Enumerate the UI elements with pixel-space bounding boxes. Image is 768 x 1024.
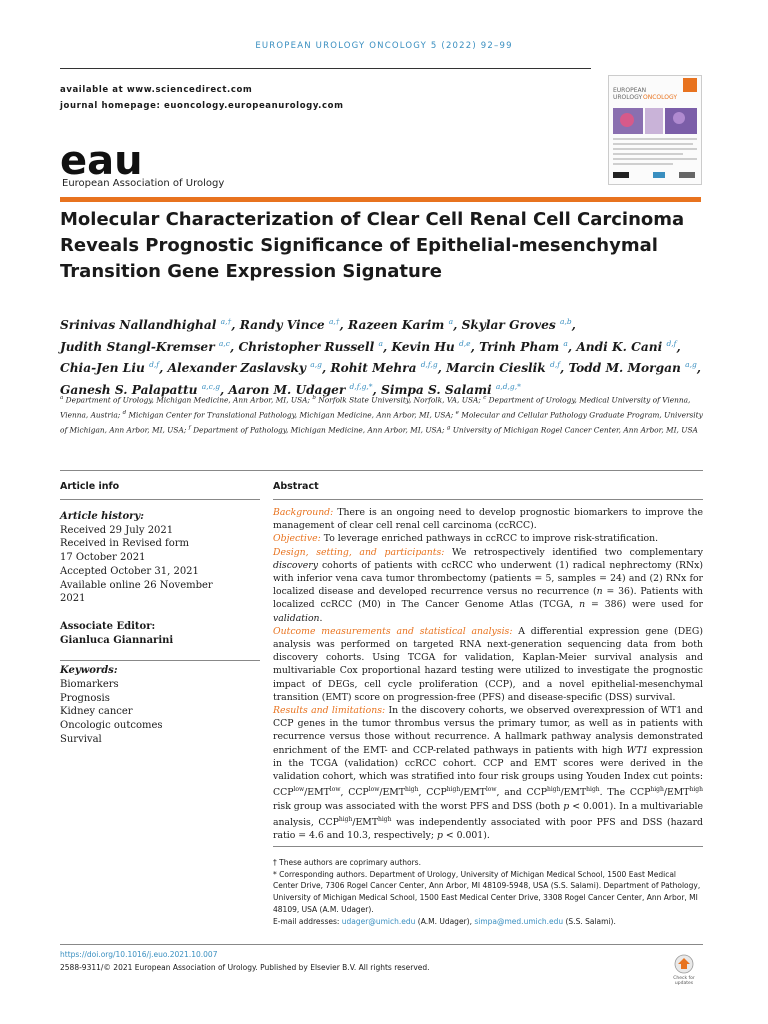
section-rule	[60, 470, 703, 471]
keywords-label: Keywords:	[60, 665, 118, 677]
article-title: Molecular Characterization of Clear Cell Renal Cell Carcinoma Reveals Prognostic Significance of Epithelial-mesenchymal Transition Gene Expression Signature	[60, 209, 685, 282]
keyword[interactable]: Prognosis	[60, 692, 110, 704]
email-footnote: E-mail addresses: udager@umich.edu (A.M. Udager), simpa@med.umich.edu (S.S. Salami).	[273, 916, 616, 926]
doi-block	[60, 949, 430, 974]
article-info-column: Article history: Received 29 July 2021 Received in Revised form 17 October 2021 Accepted October 31, 2021 Available online 26 November 2021 Associate Editor: Gianluca Giannarini Keywords: Biomarkers Prognosis Kidney cancer Oncologic outcomes Survival	[60, 510, 260, 747]
keyword[interactable]: Biomarkers	[60, 679, 119, 691]
eau-logo-mark: eau	[60, 140, 140, 178]
journal-header: EUROPEAN UROLOGY ONCOLOGY 5 (2022) 92–99	[255, 41, 513, 51]
affiliations: $^a$ Department of Urology, Michigan Medicine, Ann Arbor, MI, USA; $^b$ Norfolk State University, Norfolk, VA, USA; $^c$ Department of Urology, Medical University of Vienna, Vienna, Austria; $^d$ Michigan Center for Translational Pathology, Michigan Medicine, Ann Arbor, MI, USA; $^e$ Molecular and Cellular Pathology Graduate Program, University of Michigan, Ann Arbor, MI, USA; $^f$ Department of Pathology, Michigan Medicine, Ann Arbor, MI, USA; $^g$ University of Michigan Rogel Cancer Center, Ann Arbor, MI, USA	[60, 395, 703, 435]
keyword[interactable]: Kidney cancer	[60, 706, 133, 718]
corresponding-footnote: * Corresponding authors. Department of Urology, University of Michigan Medical School, 1500 East Medical Center Drive, 7306 Rogel Cancer Center, Ann Arbor, MI 48109-5948, USA (S.S. Salami). Department of Pathology, University of Michigan Medical School, 1500 East Medical Center Drive, 3308 Rogel Cancer Center, Ann Arbor, MI 48109, USA (A.M. Udager).	[273, 869, 701, 914]
author[interactable]: Skylar Groves $^{a,b}$	[461, 317, 572, 333]
orange-rule	[60, 197, 701, 202]
footer-rule	[60, 944, 703, 945]
keyword[interactable]: Oncologic outcomes	[60, 720, 163, 732]
sciencedirect-line[interactable]: available at www.sciencedirect.com	[60, 85, 253, 95]
author[interactable]: Chia-Jen Liu $^{d,f}$	[60, 360, 160, 376]
author-list: Srinivas Nallandhighal $^{a,\dagger}$, Randy Vince $^{a,\dagger}$, Razeen Karim $^a$, Skylar Groves $^{a,b}$, Judith Stangl-Kremser $^{a,c}$, Christopher Russell $^a$, Kevin Hu $^{d,e}$, Trinh Pham $^a$, Andi K. Cani $^{d,f}$, Chia-Jen Liu $^{d,f}$, Alexander Zaslavsky $^{a,g}$, Rohit Mehra $^{d,f,g}$, Marcin Cieslik $^{d,f}$, Todd M. Morgan $^{a,g}$, Ganesh S. Palapattu $^{a,c,g}$, Aaron M. Udager $^{d,f,g,*}$, Simpa S. Salami $^{a,d,g,*}$	[60, 317, 702, 397]
author[interactable]: Randy Vince $^{a,\dagger}$	[239, 317, 340, 333]
abstract-bottom-rule	[273, 846, 703, 847]
author[interactable]: Trinh Pham $^a$	[479, 338, 568, 354]
email-link-salami[interactable]: simpa@med.umich.edu	[474, 916, 564, 926]
abstract-objective: Objective: To leverage enriched pathways in ccRCC to improve risk-stratification.	[273, 533, 659, 545]
author[interactable]: Christopher Russell $^a$	[238, 338, 383, 354]
article-info-heading: Article info	[60, 481, 120, 492]
article-info-rule	[60, 499, 260, 500]
availability-block	[60, 82, 344, 114]
dagger-footnote: † These authors are coprimary authors.	[273, 858, 421, 867]
abstract-rule	[273, 499, 703, 500]
author[interactable]: Todd M. Morgan $^{a,g}$	[568, 360, 697, 376]
author[interactable]: Alexander Zaslavsky $^{a,g}$	[167, 360, 322, 376]
author[interactable]: Kevin Hu $^{d,e}$	[391, 338, 471, 354]
author[interactable]: Marcin Cieslik $^{d,f}$	[446, 360, 560, 376]
svg-text:EUROPEAN: EUROPEAN	[613, 87, 647, 94]
abstract-results: Results and limitations: In the discovery cohorts, we observed overexpression of WT1 and CCP genes in the tumor thrombus versus the primary tumor, as well as in patients with recurrence versus those without recurrence. A hallmark pathway analysis demonstrated enrichment of the EMT- and CCP-related pathways in patients with high WT1 expression in the TCGA (validation) ccRCC cohort. CCP and EMT scores were derived in the validation cohort, which was stratified into four risk groups using Youden Index cut points: $CCP^{low}/EMT^{low}$, $CCP^{low}/EMT^{high}$, $CCP^{high}/EMT^{low}$, and $CCP^{high}/EMT^{high}$. The $CCP^{high}/EMT^{high}$ risk group was associated with the worst PFS and DSS (both p < 0.001). In a multivariable analysis, $CCP^{high}/EMT^{high}$ was independently associated with poor PFS and DSS (hazard ratio = 4.6 and 10.3, respectively; p < 0.001).	[273, 705, 703, 842]
author[interactable]: Rohit Mehra $^{d,f,g}$	[330, 360, 438, 376]
svg-text:ONCOLOGY: ONCOLOGY	[643, 94, 677, 101]
eau-logo-icon	[60, 140, 140, 178]
check-for-updates-icon	[669, 953, 699, 985]
copyright-line: 2588-9311/© 2021 European Association of Urology. Published by Elsevier B.V. All rights reserved.	[60, 962, 430, 972]
author[interactable]: Andi K. Cani $^{d,f}$	[576, 338, 677, 354]
abstract-background: Background: There is an ongoing need to develop prognostic biomarkers to improve the management of clear cell renal cell carcinoma (ccRCC).	[273, 507, 703, 532]
svg-text:UROLOGY: UROLOGY	[613, 94, 643, 101]
journal-cover-icon	[609, 76, 701, 184]
keyword[interactable]: Survival	[60, 733, 102, 745]
keywords-rule	[60, 660, 260, 661]
journal-homepage-line[interactable]: journal homepage: euoncology.europeanurology.com	[60, 101, 344, 111]
doi-link[interactable]: https://doi.org/10.1016/j.euo.2021.10.007	[60, 950, 218, 959]
eau-name: European Association of Urology	[62, 178, 225, 189]
author[interactable]: Judith Stangl-Kremser $^{a,c}$	[60, 338, 230, 354]
footnotes	[273, 857, 703, 927]
author[interactable]: Ganesh S. Palapattu $^{a,c,g}$	[60, 381, 221, 397]
svg-text:Check for: Check for	[673, 976, 695, 981]
abstract-heading: Abstract	[273, 481, 319, 492]
editor-label: Associate Editor:	[60, 620, 156, 632]
eau-logo	[60, 140, 140, 182]
abstract-design: Design, setting, and participants: We retrospectively identified two complementary discovery cohorts of patients with ccRCC who underwent (1) radical nephrectomy (RNx) with inferior vena cava tumor thrombectomy (patients = 5, samples = 24) and (2) RNx for localized disease and developed recurrence versus no recurrence (n = 36). Patients with localized ccRCC (M0) in The Cancer Genome Atlas (TCGA, n = 386) were used for validation.	[273, 546, 703, 624]
check-for-updates-badge[interactable]	[669, 953, 699, 985]
author[interactable]: Aaron M. Udager $^{d,f,g,*}$	[228, 381, 373, 397]
svg-text:updates: updates	[674, 981, 694, 985]
email-link-udager[interactable]: udager@umich.edu	[341, 916, 416, 926]
abstract-body	[273, 506, 703, 842]
abstract-outcome: Outcome measurements and statistical analysis: A differential expression gene (DEG) analysis was performed on targeted RNA next-generation sequencing data from both discovery cohorts. Using TCGA for validation, Kaplan-Meier survival analysis and multivariable Cox proportional hazard testing were utilized to investigate the prognostic impact of DEGs, cell cycle proliferation (CCP), and a novel epithelial-mesenchymal transition (EMT) score on progression-free (PFS) and disease-specific (DSS) survival.	[273, 625, 703, 703]
author[interactable]: Simpa S. Salami $^{a,d,g,*}$	[381, 381, 521, 397]
author[interactable]: Razeen Karim $^a$	[348, 317, 454, 333]
author[interactable]: Srinivas Nallandhighal $^{a,\dagger}$	[60, 317, 232, 333]
journal-cover[interactable]	[608, 75, 702, 185]
editor-name: Gianluca Giannarini	[60, 634, 174, 646]
header-rule	[60, 68, 591, 69]
history-label: Article history:	[60, 511, 144, 522]
